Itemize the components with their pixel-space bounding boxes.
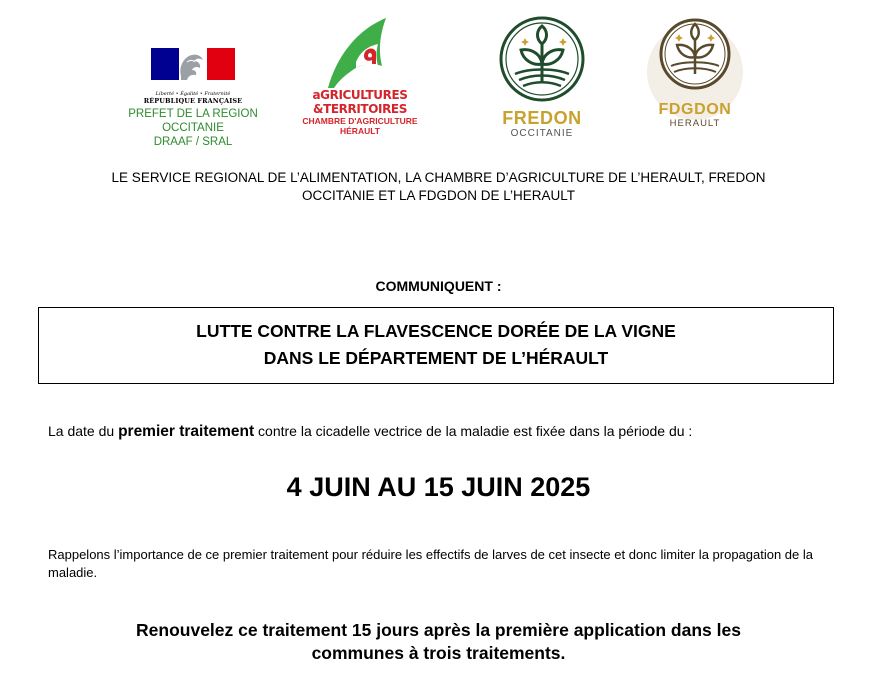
fredon-name: FREDON — [502, 108, 582, 128]
prefecture-line-2: OCCITANIE — [162, 122, 224, 134]
intro-paragraph — [40, 169, 837, 205]
fredon-logo — [497, 16, 587, 139]
chambre-line-2: &TERRITOIRES — [313, 102, 407, 116]
date-sentence-before: La date du — [48, 423, 119, 439]
treatment-period: 4 JUIN AU 15 JUIN 2025 — [286, 472, 591, 502]
renewal-line-1: Renouvelez ce traitement 15 jours après la première application dans les — [136, 620, 741, 640]
republic-label: RÉPUBLIQUE FRANÇAISE — [143, 97, 243, 105]
date-sentence-after: contre la cicadelle vectrice de la maladie est fixée dans la période du : — [254, 423, 693, 439]
title-line-2: DANS LE DÉPARTEMENT DE L’HÉRAULT — [263, 348, 609, 368]
prefecture-line-3: DRAAF / SRAL — [153, 136, 233, 148]
sprout-badge-icon — [645, 10, 745, 136]
republic-motto: Liberté • Égalité • Fraternité — [155, 91, 231, 97]
chambre-agriculture-logo — [300, 14, 420, 136]
marianne-flag-icon — [151, 46, 235, 86]
date-sentence-bold: premier traitement — [118, 423, 255, 440]
fdgdon-logo — [645, 10, 745, 136]
fdgdon-sub: HERAULT — [669, 118, 721, 129]
prefecture-line-1: PREFET DE LA REGION — [128, 108, 258, 120]
prefecture-logo — [118, 46, 268, 149]
date-sentence — [48, 423, 848, 441]
renewal-paragraph — [40, 619, 837, 665]
title-line-1: LUTTE CONTRE LA FLAVESCENCE DORÉE DE LA VIGNE — [196, 321, 676, 341]
rappel-paragraph: Rappelons l’importance de ce premier traitement pour réduire les effectifs de larves de cet insecte et donc limiter la propagation de la maladie. — [48, 547, 814, 580]
chambre-line-1: aGRICULTURES — [312, 88, 408, 102]
communiquent-heading: COMMUNIQUENT : — [375, 278, 502, 294]
chambre-line-4: HÉRAULT — [340, 126, 380, 136]
fdgdon-name: FDGDON — [658, 101, 732, 118]
intro-line-1: LE SERVICE REGIONAL DE L’ALIMENTATION, LA CHAMBRE D’AGRICULTURE DE L’HERAULT, FREDON — [111, 170, 766, 185]
title-box — [38, 307, 834, 384]
chambre-agriculture-a-icon — [320, 14, 400, 90]
fredon-sub: OCCITANIE — [510, 128, 574, 139]
intro-line-2: OCCITANIE ET LA FDGDON DE L’HERAULT — [301, 188, 576, 203]
renewal-line-2: communes à trois traitements. — [311, 643, 566, 663]
chambre-line-3: CHAMBRE D'AGRICULTURE — [302, 116, 418, 126]
sprout-badge-icon — [499, 16, 585, 102]
